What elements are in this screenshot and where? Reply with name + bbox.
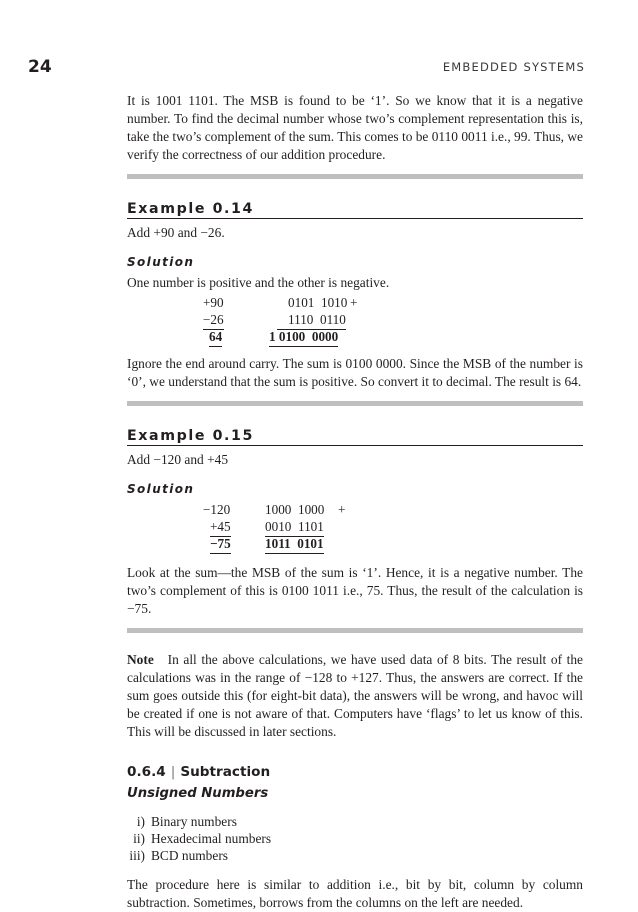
subsection-heading: Unsigned Numbers — [127, 786, 269, 801]
page-body — [127, 92, 583, 912]
section-title: Subtraction — [180, 764, 271, 780]
list-item-text: BCD numbers — [151, 848, 228, 863]
list-marker: ii) — [133, 831, 145, 846]
calc-binary: 1110 0110 — [277, 312, 346, 330]
section-heading — [127, 763, 583, 781]
intro-paragraph: It is 1001 1101. The MSB is found to be ‘1’. So we know that it is a negative number. To find the decimal number whose two’s complement representation this is, take the two’s complement of the sum. This comes to be 0110 0011 i.e., 99. Thus, we verify the correctness of our addition procedure. — [127, 93, 583, 162]
example-14-solution-heading: Solution — [127, 255, 195, 269]
calc-decimal: −120 — [203, 502, 231, 517]
note-label: Note — [127, 652, 154, 667]
calc-result-binary: 1011 0101 — [265, 536, 324, 554]
calc-result-decimal: −75 — [210, 536, 231, 554]
list-item-text: Binary numbers — [151, 814, 237, 829]
list-item — [127, 813, 583, 830]
section-divider — [127, 174, 583, 179]
list-item — [127, 847, 583, 864]
calc-binary: 0101 1010 — [288, 295, 348, 310]
example-14-conclusion: Ignore the end around carry. The sum is 0100 0000. Since the MSB of the number is ‘0’, we understand that the sum is positive. So convert it to decimal. The result is 64. — [127, 356, 583, 389]
example-15-question: Add −120 and +45 — [127, 452, 229, 467]
running-head: EMBEDDED SYSTEMS — [442, 60, 585, 74]
section-divider — [127, 401, 583, 406]
list-item — [127, 830, 583, 847]
calc-operator: + — [338, 502, 346, 517]
calc-decimal: +90 — [203, 295, 224, 310]
calc-result-binary: 1 0100 0000 — [269, 329, 338, 347]
section-divider — [127, 628, 583, 633]
example-15-conclusion: Look at the sum—the MSB of the sum is ‘1’. Hence, it is a negative number. The two’s complement of this is 0100 1011 i.e., 75. Thus, the result of the calculation is −75. — [127, 565, 583, 616]
list-marker: i) — [136, 814, 145, 829]
subtraction-paragraph: The procedure here is similar to addition i.e., bit by bit, column by column subtraction. Sometimes, borrows from the columns on the left are needed. — [127, 877, 583, 910]
calc-binary: 0010 1101 — [265, 519, 324, 537]
calc-result-decimal: 64 — [209, 329, 222, 347]
example-15-title: Example 0.15 — [127, 428, 583, 446]
example-14-question: Add +90 and −26. — [127, 225, 225, 240]
example-14-title: Example 0.14 — [127, 201, 583, 219]
note-paragraph — [127, 651, 583, 741]
number-types-list — [127, 813, 583, 864]
example-15-solution-heading: Solution — [127, 482, 195, 496]
calc-operator: + — [350, 295, 358, 310]
section-number: 0.6.4 — [127, 764, 166, 780]
list-marker: iii) — [129, 848, 145, 863]
calc-binary: 1000 1000 — [265, 502, 325, 517]
note-text: In all the above calculations, we have used data of 8 bits. The result of the calculations was in the range of −128 to +127. Thus, the answers are correct. If the sum goes outside this (for eight-bit data), the answers will be wrong, and havoc will be created if one is not aware of that. Computers have ‘flags’ to let us know of this. This will be discussed in later sections. — [127, 652, 583, 739]
page-number: 24 — [28, 57, 52, 77]
example-15-calculation — [127, 502, 583, 556]
calc-decimal: −26 — [203, 312, 224, 330]
section-separator: | — [170, 764, 176, 780]
calc-decimal: +45 — [210, 519, 231, 537]
example-14-solution-intro: One number is positive and the other is negative. — [127, 275, 390, 290]
list-item-text: Hexadecimal numbers — [151, 831, 272, 846]
example-14-calculation — [127, 295, 583, 349]
